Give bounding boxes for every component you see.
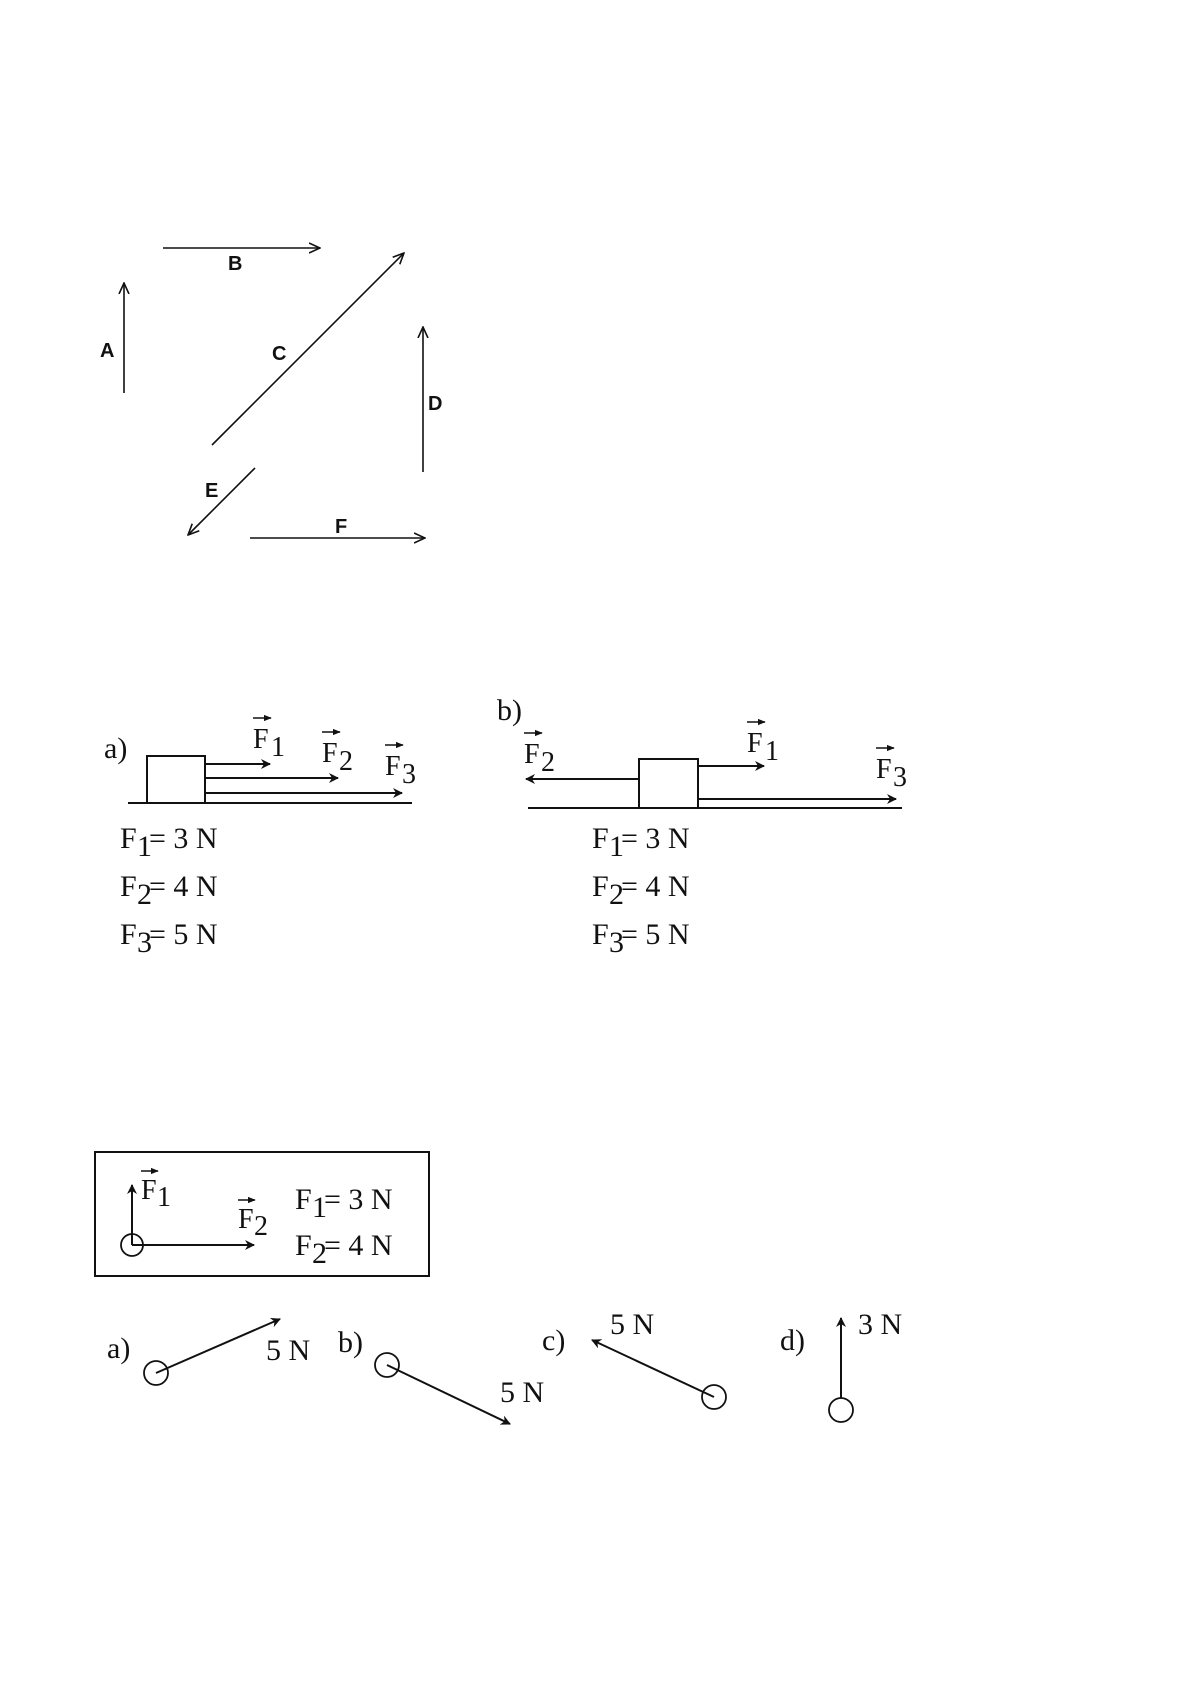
svg-text:2: 2 <box>312 1237 327 1270</box>
option-d <box>780 1308 902 1422</box>
equation-f1 <box>120 822 218 863</box>
equation-f3 <box>592 918 690 959</box>
svg-text:F: F <box>592 870 609 903</box>
vector-b-label: B <box>228 253 243 275</box>
svg-text:= 4 N: = 4 N <box>621 870 690 903</box>
svg-text:F: F <box>747 728 763 759</box>
svg-text:F: F <box>120 822 137 855</box>
svg-text:1: 1 <box>312 1191 327 1224</box>
svg-text:1: 1 <box>271 732 285 763</box>
svg-text:1: 1 <box>765 736 779 767</box>
force-f2-label <box>238 1200 268 1242</box>
resultant-arrow <box>387 1365 510 1424</box>
svg-text:= 5 N: = 5 N <box>621 918 690 951</box>
svg-text:F: F <box>592 822 609 855</box>
svg-text:1: 1 <box>157 1182 171 1213</box>
option-label: b) <box>338 1326 363 1359</box>
vector-d-label: D <box>428 393 443 415</box>
force-f3-label <box>385 745 416 790</box>
equation-f2 <box>120 870 218 911</box>
svg-text:F: F <box>253 724 269 755</box>
equation-f2 <box>592 870 690 911</box>
svg-text:1: 1 <box>609 830 624 863</box>
part-label-a: a) <box>104 732 128 765</box>
svg-text:F: F <box>322 738 338 769</box>
svg-text:F: F <box>120 918 137 951</box>
force-f1-label <box>747 722 779 767</box>
vector-e-label: E <box>205 480 219 502</box>
body-circle <box>829 1398 853 1422</box>
equation-f3 <box>120 918 218 959</box>
svg-text:= 4 N: = 4 N <box>149 870 218 903</box>
resultant-arrow <box>592 1340 714 1397</box>
option-c <box>542 1308 726 1409</box>
svg-text:F: F <box>385 751 401 782</box>
resultant-value: 5 N <box>610 1308 655 1341</box>
svg-text:F: F <box>876 754 892 785</box>
option-label: a) <box>107 1332 131 1365</box>
force-f1-label <box>141 1171 171 1213</box>
svg-text:= 5 N: = 5 N <box>149 918 218 951</box>
svg-text:2: 2 <box>137 878 152 911</box>
force-f3-label <box>876 748 907 793</box>
svg-text:= 3 N: = 3 N <box>324 1183 393 1216</box>
part-label-b: b) <box>497 694 522 727</box>
svg-text:F: F <box>295 1183 312 1216</box>
vector-c-arrow <box>212 253 404 445</box>
svg-text:2: 2 <box>541 747 555 778</box>
force-diagram-b <box>497 694 907 959</box>
svg-text:3: 3 <box>893 762 907 793</box>
option-a <box>107 1319 310 1385</box>
svg-text:F: F <box>524 739 540 770</box>
block <box>639 759 698 808</box>
svg-text:= 3 N: = 3 N <box>149 822 218 855</box>
svg-text:F: F <box>141 1175 157 1206</box>
svg-text:3: 3 <box>402 759 416 790</box>
option-b <box>338 1326 544 1424</box>
resultant-value: 3 N <box>858 1308 903 1341</box>
option-label: c) <box>542 1324 566 1357</box>
vector-a-label: A <box>100 340 115 362</box>
block <box>147 756 205 803</box>
force-diagram-a <box>104 718 416 959</box>
force-f2-label <box>322 732 353 777</box>
svg-text:= 3 N: = 3 N <box>621 822 690 855</box>
force-box <box>95 1152 429 1276</box>
vector-e-arrow <box>188 468 255 535</box>
svg-text:F: F <box>592 918 609 951</box>
equation-f1 <box>592 822 690 863</box>
svg-text:F: F <box>238 1204 254 1235</box>
svg-text:F: F <box>295 1229 312 1262</box>
resultant-arrow <box>156 1319 280 1373</box>
svg-text:2: 2 <box>254 1211 268 1242</box>
vector-c-label: C <box>272 343 287 365</box>
equation-f2 <box>295 1229 393 1270</box>
force-f2-label <box>524 733 555 778</box>
svg-text:1: 1 <box>137 830 152 863</box>
equation-f1 <box>295 1183 393 1224</box>
svg-text:= 4 N: = 4 N <box>324 1229 393 1262</box>
svg-text:3: 3 <box>609 926 624 959</box>
svg-text:2: 2 <box>339 746 353 777</box>
force-f1-label <box>253 718 285 763</box>
resultant-value: 5 N <box>500 1376 545 1409</box>
svg-text:3: 3 <box>137 926 152 959</box>
option-label: d) <box>780 1324 805 1357</box>
resultant-value: 5 N <box>266 1334 311 1367</box>
svg-text:F: F <box>120 870 137 903</box>
vector-f-label: F <box>335 516 348 538</box>
vector-diagram <box>100 248 442 538</box>
svg-text:2: 2 <box>609 878 624 911</box>
